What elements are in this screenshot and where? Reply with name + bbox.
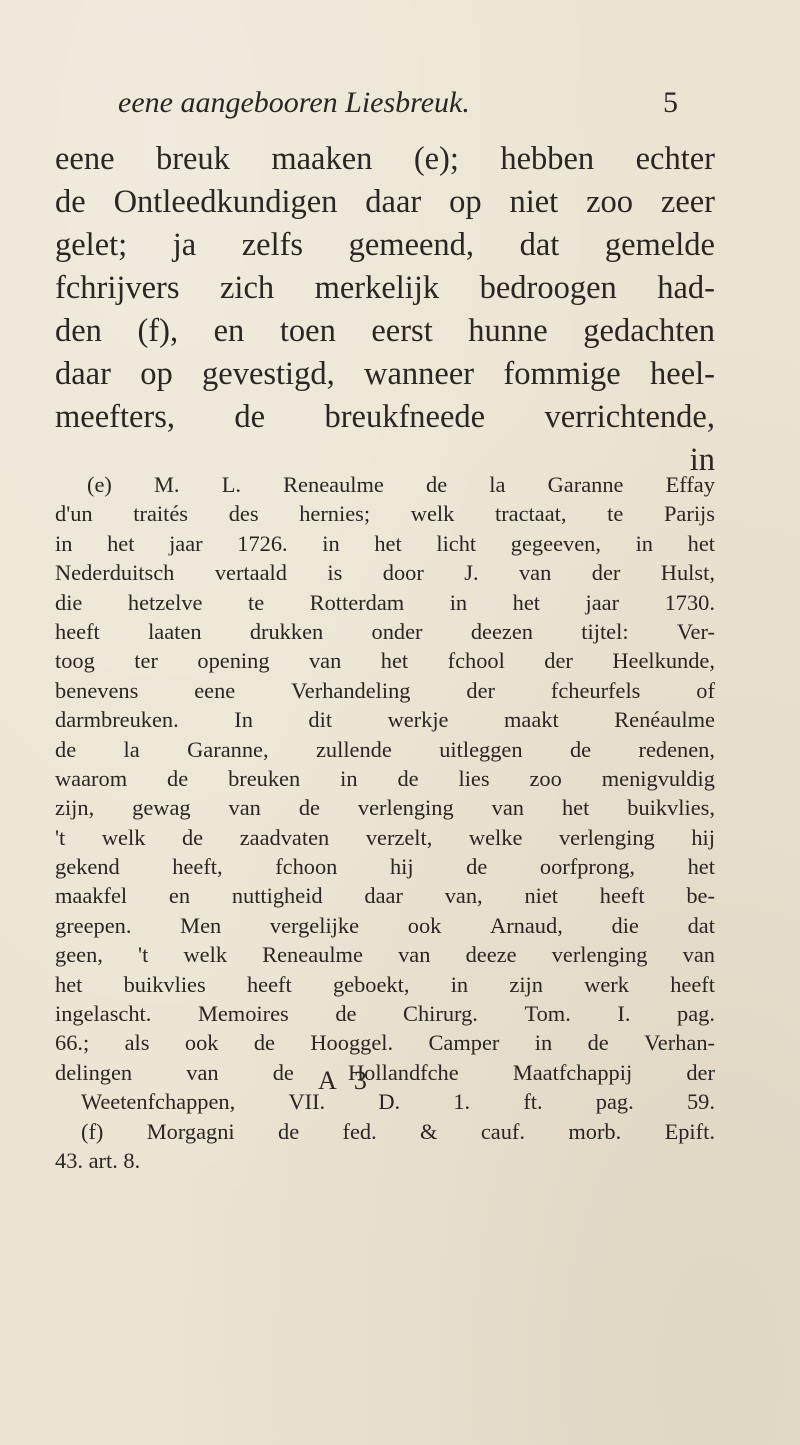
footnote-line: Nederduitsch vertaald is door J. van der Hulst, <box>55 560 715 586</box>
footnote-line: gekend heeft, fchoon hij de oorfprong, het <box>55 854 715 880</box>
footnote-f-line: (f) Morgagni de fed. & cauf. morb. Epift. <box>81 1118 715 1144</box>
footnote-line: greepen. Men vergelijke ook Arnaud, die dat <box>55 912 715 938</box>
page-number: 5 <box>663 86 678 119</box>
footnote-line: Weetenfchappen, VII. D. 1. ft. pag. 59. <box>81 1089 715 1115</box>
footnote-line: heeft laaten drukken onder deezen tijtel: Ver- <box>55 618 715 644</box>
footnote-line: benevens eene Verhandeling der fcheurfels of <box>55 677 715 703</box>
body-line: gelet; ja zelfs gemeend, dat gemelde <box>55 227 715 263</box>
body-line: den (f), en toen eerst hunne gedachten <box>55 313 715 349</box>
footnote-line: de la Garanne, zullende uitleggen de redenen, <box>55 736 715 762</box>
footnote-line: het buikvlies heeft geboekt, in zijn werk heeft <box>55 971 715 997</box>
body-line: fchrijvers zich merkelijk bedroogen had- <box>55 270 715 306</box>
running-title: eene aangebooren Liesbreuk. <box>118 86 470 119</box>
main-text <box>55 138 715 482</box>
footnote-line: maakfel en nuttigheid daar van, niet heeft be- <box>55 883 715 909</box>
footnote-line: 't welk de zaadvaten verzelt, welke verlenging hij <box>55 824 715 850</box>
footnote-line: toog ter opening van het fchool der Heelkunde, <box>55 648 715 674</box>
page-header <box>118 86 678 126</box>
body-line: eene breuk maaken (e); hebben echter <box>55 141 715 177</box>
footnote-line: 66.; als ook de Hooggel. Camper in de Verhan- <box>55 1030 715 1056</box>
footnote-line: waarom de breuken in de lies zoo menigvuldig <box>55 765 715 791</box>
body-line: de Ontleedkundigen daar op niet zoo zeer <box>55 184 715 220</box>
signature-mark: A 3 <box>318 1066 373 1095</box>
footnote-line: ingelascht. Memoires de Chirurg. Tom. I. pag. <box>55 1001 715 1027</box>
footnote-line: geen, 't welk Reneaulme van deeze verlenging van <box>55 942 715 968</box>
footnote-line: delingen van de Hollandfche Maatfchappij der <box>55 1059 715 1085</box>
footnote-line: in het jaar 1726. in het licht gegeeven, in het <box>55 530 715 556</box>
footnote-line: die hetzelve te Rotterdam in het jaar 1730. <box>55 589 715 615</box>
footnote-line: zijn, gewag van de verlenging van het buikvlies, <box>55 795 715 821</box>
catchword: in <box>689 442 715 478</box>
footnote-line: darmbreuken. In dit werkje maakt Renéaulme <box>55 707 715 733</box>
footnote-e-line: (e) M. L. Reneaulme de la Garanne Effay <box>87 472 715 497</box>
footnote-line: d'un traités des hernies; welk tractaat, te Parijs <box>55 501 715 527</box>
body-line: meefters, de breukfneede verrichtende, <box>55 399 715 435</box>
footnote-line: 43. art. 8. <box>55 1147 141 1173</box>
body-line: daar op gevestigd, wanneer fommige heel- <box>55 356 715 392</box>
footnotes <box>55 470 715 1175</box>
